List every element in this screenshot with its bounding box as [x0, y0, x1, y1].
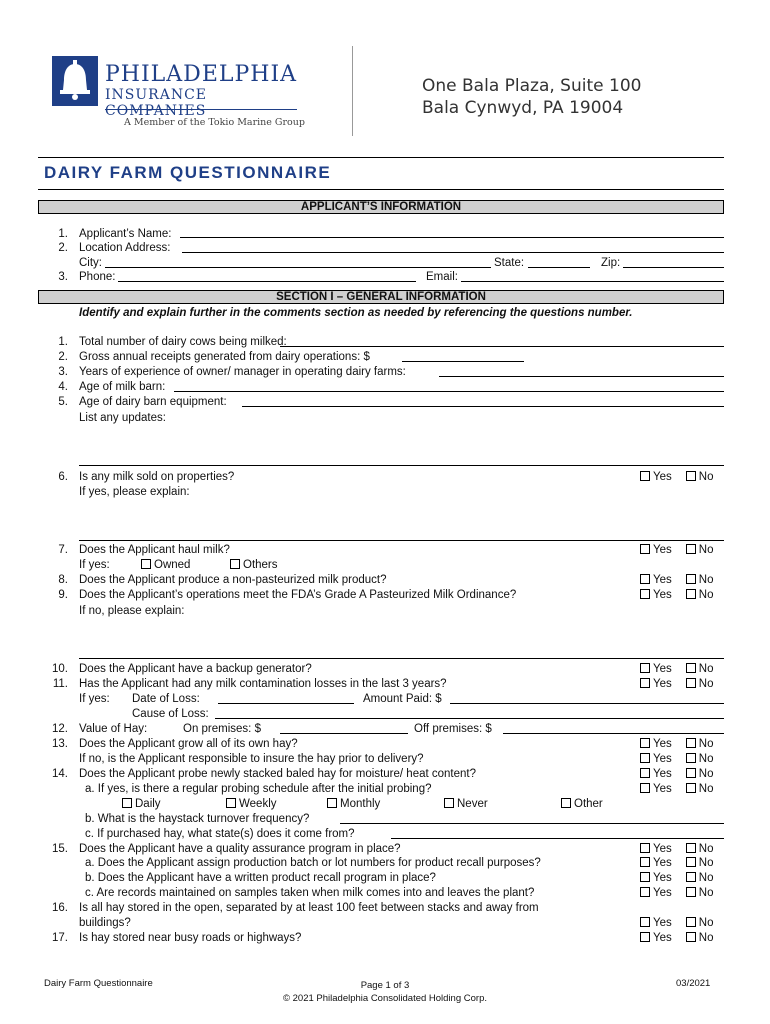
owned-label: Owned — [154, 559, 191, 571]
q12-number: 12. — [52, 723, 68, 735]
email-label: Email: — [426, 271, 458, 283]
item-number: 1. — [58, 228, 68, 240]
section1-header: SECTION I – GENERAL INFORMATION — [38, 290, 724, 304]
q15a-yes-checkbox[interactable] — [640, 857, 650, 867]
q15c-yes-no — [640, 886, 713, 900]
monthly-checkbox[interactable] — [327, 798, 337, 808]
q15b-text: b. Does the Applicant have a written product recall program in place? — [85, 872, 436, 884]
q7-number: 7. — [58, 544, 68, 556]
weekly-option — [226, 797, 277, 811]
yes-label: Yes — [653, 768, 672, 780]
q14b-field[interactable] — [340, 823, 724, 824]
q7-yes-no — [640, 543, 713, 557]
q15b-no-checkbox[interactable] — [686, 872, 696, 882]
q13b-yes-checkbox[interactable] — [640, 753, 650, 763]
q15-text: Does the Applicant have a quality assurance program in place? — [79, 843, 401, 855]
header-divider — [352, 46, 353, 136]
address-line-1: One Bala Plaza, Suite 100 — [422, 76, 642, 96]
q6-number: 6. — [58, 471, 68, 483]
q11-if-yes: If yes: — [79, 693, 110, 705]
yes-label: Yes — [653, 753, 672, 765]
no-label: No — [698, 857, 714, 869]
date-of-loss-label: Date of Loss: — [132, 693, 200, 705]
q13b-no-checkbox[interactable] — [686, 753, 696, 763]
yes-label: Yes — [653, 574, 672, 586]
q9-explain-field[interactable] — [79, 658, 724, 659]
q5-sub: List any updates: — [79, 412, 166, 424]
q15-yes-no — [640, 842, 713, 856]
q10-text: Does the Applicant have a backup generator? — [79, 663, 312, 675]
q17-number: 17. — [52, 932, 68, 944]
yes-label: Yes — [653, 678, 672, 690]
q13-number: 13. — [52, 738, 68, 750]
company-name: PHILADELPHIA — [105, 62, 298, 87]
q15b-yes-no — [640, 871, 713, 885]
q12-text: Value of Hay: — [79, 723, 148, 735]
amount-paid-field[interactable] — [450, 703, 724, 704]
yes-label: Yes — [653, 544, 672, 556]
q17-text: Is hay stored near busy roads or highways? — [79, 932, 302, 944]
q15-yes-checkbox[interactable] — [640, 843, 650, 853]
address-line-2: Bala Cynwyd, PA 19004 — [422, 98, 624, 118]
q14a-no-checkbox[interactable] — [686, 783, 696, 793]
q15b-yes-checkbox[interactable] — [640, 872, 650, 882]
zip-field[interactable] — [623, 267, 724, 268]
others-checkbox[interactable] — [230, 559, 240, 569]
q15a-yes-no — [640, 856, 713, 870]
footer-date: 03/2021 — [676, 978, 711, 989]
q13-sub: If no, is the Applicant responsible to insure the hay prior to delivery? — [79, 753, 424, 765]
location-address-label: Location Address: — [79, 242, 171, 254]
q3-text: Years of experience of owner/ manager in operating dairy farms: — [79, 366, 406, 378]
q16-text-cont: buildings? — [79, 917, 131, 929]
q17-no-checkbox[interactable] — [686, 932, 696, 942]
q7-if-yes: If yes: — [79, 559, 110, 571]
q5-number: 5. — [58, 396, 68, 408]
item-number: 2. — [58, 242, 68, 254]
company-logo — [52, 56, 305, 136]
q9-sub: If no, please explain: — [79, 605, 185, 617]
no-label: No — [698, 678, 714, 690]
q5-field[interactable] — [242, 406, 724, 407]
email-field[interactable] — [461, 281, 724, 282]
q11-text: Has the Applicant had any milk contamination losses in the last 3 years? — [79, 678, 447, 690]
daily-label: Daily — [135, 798, 161, 810]
others-label: Others — [243, 559, 278, 571]
q16-number: 16. — [52, 902, 68, 914]
off-premises-label: Off premises: $ — [414, 723, 492, 735]
no-label: No — [698, 663, 714, 675]
state-field[interactable] — [528, 267, 590, 268]
q8-yes-checkbox[interactable] — [640, 574, 650, 584]
q11-yes-checkbox[interactable] — [640, 678, 650, 688]
applicant-name-field[interactable] — [180, 237, 724, 238]
yes-label: Yes — [653, 471, 672, 483]
q13-text: Does the Applicant grow all of its own hay? — [79, 738, 298, 750]
q13-no-checkbox[interactable] — [686, 738, 696, 748]
q14-yes-checkbox[interactable] — [640, 768, 650, 778]
q16-yes-checkbox[interactable] — [640, 917, 650, 927]
q16-text: Is all hay stored in the open, separated by at least 100 feet between stacks and away from — [79, 902, 539, 914]
q7-no-checkbox[interactable] — [686, 544, 696, 554]
never-option — [444, 797, 488, 811]
q15a-no-checkbox[interactable] — [686, 857, 696, 867]
monthly-label: Monthly — [340, 798, 381, 810]
no-label: No — [698, 887, 714, 899]
q14a-text: a. If yes, is there a regular probing schedule after the initial probing? — [85, 783, 432, 795]
q8-no-checkbox[interactable] — [686, 574, 696, 584]
q9-number: 9. — [58, 589, 68, 601]
state-label: State: — [494, 257, 525, 269]
item-number: 3. — [58, 271, 68, 283]
section1-instruction: Identify and explain further in the comments section as needed by referencing the questions number. — [79, 307, 633, 319]
q2-number: 2. — [58, 351, 68, 363]
cause-of-loss-label: Cause of Loss: — [132, 708, 209, 720]
q6-yes-no — [640, 470, 713, 484]
q14c-field[interactable] — [391, 838, 724, 839]
q7-owned-option — [141, 558, 190, 572]
no-label: No — [698, 917, 714, 929]
q11-number: 11. — [52, 678, 68, 690]
q5-updates-field[interactable] — [79, 465, 724, 466]
q6-explain-field[interactable] — [79, 540, 724, 541]
applicant-name-label: Applicant’s Name: — [79, 228, 172, 240]
weekly-label: Weekly — [239, 798, 277, 810]
q10-yes-checkbox[interactable] — [640, 663, 650, 673]
location-address-field[interactable] — [182, 252, 724, 253]
no-label: No — [698, 783, 714, 795]
q8-yes-no — [640, 573, 713, 587]
q13-yes-no — [640, 737, 713, 751]
date-of-loss-field[interactable] — [218, 703, 354, 704]
no-label: No — [698, 753, 714, 765]
q7-others-option — [230, 558, 278, 572]
off-premises-field[interactable] — [503, 733, 724, 734]
q4-text: Age of milk barn: — [79, 381, 166, 393]
q15c-text: c. Are records maintained on samples taken when milk comes into and leaves the plant? — [85, 887, 535, 899]
q9-yes-no — [640, 588, 713, 602]
no-label: No — [698, 843, 714, 855]
on-premises-label: On premises: $ — [183, 723, 261, 735]
q4-field[interactable] — [174, 391, 724, 392]
q8-text: Does the Applicant produce a non-pasteurized milk product? — [79, 574, 387, 586]
no-label: No — [698, 872, 714, 884]
never-label: Never — [457, 798, 488, 810]
q15c-yes-checkbox[interactable] — [640, 887, 650, 897]
q15-number: 15. — [52, 843, 68, 855]
yes-label: Yes — [653, 589, 672, 601]
q11-no-checkbox[interactable] — [686, 678, 696, 688]
q14-yes-no — [640, 767, 713, 781]
form-title: DAIRY FARM QUESTIONNAIRE — [44, 163, 332, 182]
monthly-option — [327, 797, 380, 811]
q13b-yes-no — [640, 752, 713, 766]
weekly-checkbox[interactable] — [226, 798, 236, 808]
q9-yes-checkbox[interactable] — [640, 589, 650, 599]
q6-yes-checkbox[interactable] — [640, 471, 650, 481]
yes-label: Yes — [653, 843, 672, 855]
title-rule-bottom — [38, 189, 724, 190]
q14-text: Does the Applicant probe newly stacked baled hay for moisture/ heat content? — [79, 768, 476, 780]
q8-number: 8. — [58, 574, 68, 586]
yes-label: Yes — [653, 932, 672, 944]
footer-form-name: Dairy Farm Questionnaire — [44, 978, 153, 989]
applicant-section-header: APPLICANT’S INFORMATION — [38, 200, 724, 214]
q9-no-checkbox[interactable] — [686, 589, 696, 599]
daily-option — [122, 797, 161, 811]
city-label: City: — [79, 257, 102, 269]
never-checkbox[interactable] — [444, 798, 454, 808]
owned-checkbox[interactable] — [141, 559, 151, 569]
logo-divider — [105, 109, 297, 110]
q7-yes-checkbox[interactable] — [640, 544, 650, 554]
yes-label: Yes — [653, 917, 672, 929]
other-label: Other — [574, 798, 603, 810]
q14-no-checkbox[interactable] — [686, 768, 696, 778]
yes-label: Yes — [653, 857, 672, 869]
yes-label: Yes — [653, 738, 672, 750]
q6-no-checkbox[interactable] — [686, 471, 696, 481]
q14b-text: b. What is the haystack turnover frequency? — [85, 813, 310, 825]
amount-paid-label: Amount Paid: $ — [363, 693, 442, 705]
q2-field[interactable] — [402, 361, 524, 362]
yes-label: Yes — [653, 783, 672, 795]
q13-yes-checkbox[interactable] — [640, 738, 650, 748]
q1-field[interactable] — [280, 346, 724, 347]
other-option — [561, 797, 603, 811]
q15-no-checkbox[interactable] — [686, 843, 696, 853]
no-label: No — [698, 738, 714, 750]
yes-label: Yes — [653, 663, 672, 675]
cause-of-loss-field[interactable] — [215, 718, 724, 719]
other-checkbox[interactable] — [561, 798, 571, 808]
q16-no-checkbox[interactable] — [686, 917, 696, 927]
q14a-yes-checkbox[interactable] — [640, 783, 650, 793]
footer-page-number: Page 1 of 3 — [360, 980, 410, 991]
no-label: No — [698, 768, 714, 780]
no-label: No — [698, 544, 714, 556]
q1-text: Total number of dairy cows being milked: — [79, 336, 287, 348]
q6-text: Is any milk sold on properties? — [79, 471, 235, 483]
q6-sub: If yes, please explain: — [79, 486, 190, 498]
no-label: No — [698, 471, 714, 483]
q17-yes-checkbox[interactable] — [640, 932, 650, 942]
q14a-yes-no — [640, 782, 713, 796]
city-field[interactable] — [105, 267, 491, 268]
q3-field[interactable] — [439, 376, 724, 377]
title-rule — [38, 157, 724, 158]
no-label: No — [698, 574, 714, 586]
member-note: A Member of the Tokio Marine Group — [124, 117, 305, 128]
q14c-text: c. If purchased hay, what state(s) does it come from? — [85, 828, 355, 840]
q10-yes-no — [640, 662, 713, 676]
no-label: No — [698, 589, 714, 601]
daily-checkbox[interactable] — [122, 798, 132, 808]
q15c-no-checkbox[interactable] — [686, 887, 696, 897]
q15a-text: a. Does the Applicant assign production batch or lot numbers for product recall purposes? — [85, 857, 541, 869]
q10-no-checkbox[interactable] — [686, 663, 696, 673]
q16-yes-no — [640, 916, 713, 930]
q17-yes-no — [640, 931, 713, 945]
yes-label: Yes — [653, 887, 672, 899]
yes-label: Yes — [653, 872, 672, 884]
zip-label: Zip: — [601, 257, 621, 269]
q14-number: 14. — [52, 768, 68, 780]
liberty-bell-icon — [52, 56, 98, 106]
company-subname: INSURANCE COMPANIES — [105, 87, 208, 119]
q7-text: Does the Applicant haul milk? — [79, 544, 230, 556]
phone-label: Phone: — [79, 271, 116, 283]
q9-text: Does the Applicant’s operations meet the FDA’s Grade A Pasteurized Milk Ordinance? — [79, 589, 517, 601]
no-label: No — [698, 932, 714, 944]
q10-number: 10. — [52, 663, 68, 675]
q2-text: Gross annual receipts generated from dairy operations: $ — [79, 351, 370, 363]
q4-number: 4. — [58, 381, 68, 393]
q3-number: 3. — [58, 366, 68, 378]
footer-copyright: © 2021 Philadelphia Consolidated Holding Corp. — [283, 993, 487, 1004]
q1-number: 1. — [58, 336, 68, 348]
on-premises-field[interactable] — [280, 733, 408, 734]
q11-yes-no — [640, 677, 713, 691]
q5-text: Age of dairy barn equipment: — [79, 396, 227, 408]
phone-field[interactable] — [118, 281, 416, 282]
